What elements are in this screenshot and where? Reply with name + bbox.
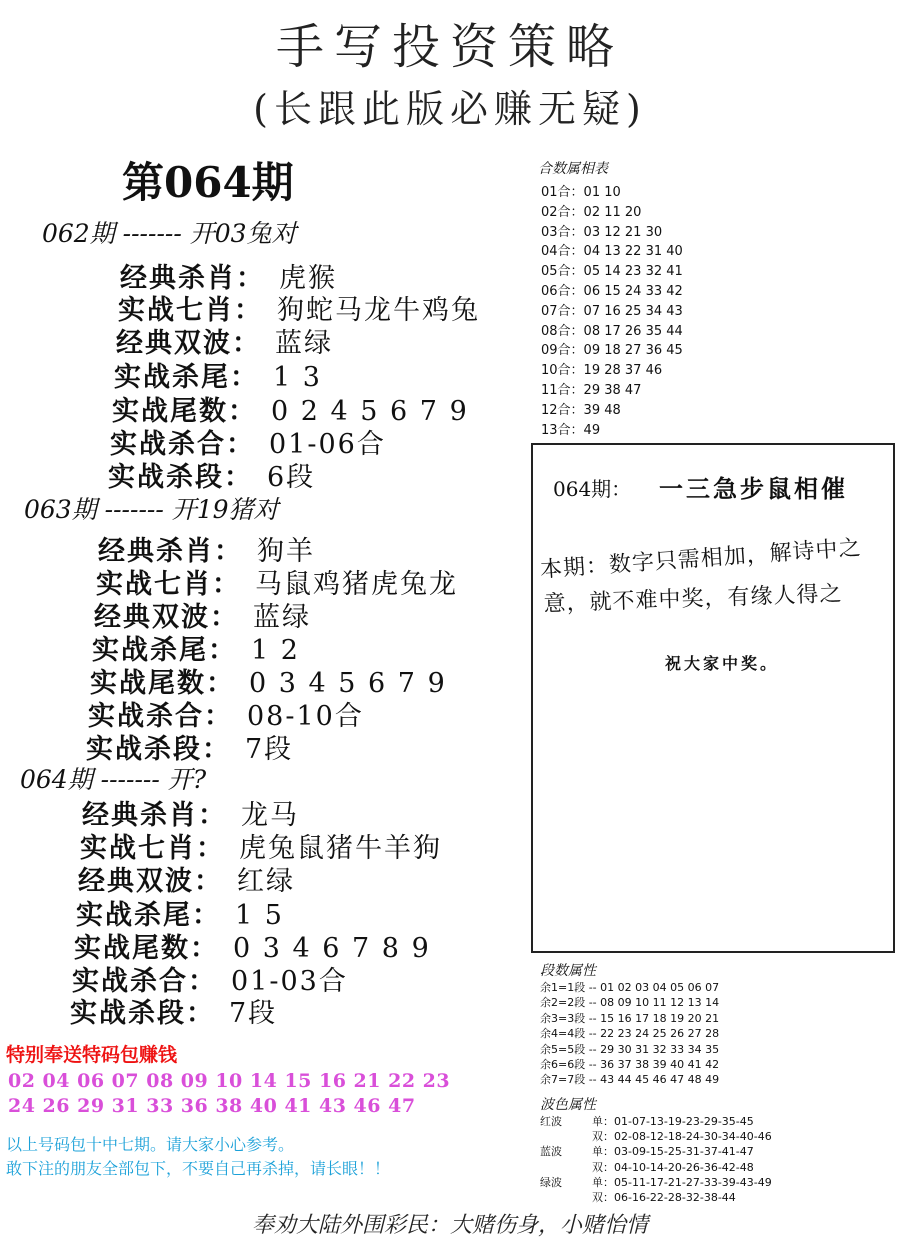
row-label: 实战七肖： <box>118 295 263 326</box>
heshu-row: 04合：04 13 22 31 40 <box>541 244 683 260</box>
row-value: 0 3 4 5 6 7 9 <box>249 668 447 699</box>
bose-row <box>540 1114 772 1129</box>
row-label: 实战杀尾： <box>114 362 259 393</box>
bose-row <box>540 1144 772 1159</box>
row-value: 蓝绿 <box>275 328 333 359</box>
row-label: 实战杀合： <box>72 966 217 997</box>
row-label: 经典双波： <box>94 602 239 633</box>
duanshu-row: 余5=5段 -- 29 30 31 32 33 34 35 <box>540 1042 720 1056</box>
bose-double: 双：02-08-12-18-24-30-34-40-46 <box>592 1130 772 1144</box>
poem-box <box>531 443 895 953</box>
heshu-row: 05合：05 14 23 32 41 <box>541 264 683 280</box>
poem-hint-line2: 意，就不难中奖，有缘人得之 <box>543 581 843 617</box>
duanshu-row: 余7=7段 -- 43 44 45 46 47 48 49 <box>540 1073 720 1087</box>
bose-double: 双：04-10-14-20-26-36-42-48 <box>592 1160 754 1174</box>
heshu-row: 02合：02 11 20 <box>541 204 642 220</box>
row-value: 7段 <box>229 998 278 1029</box>
period-064-header: 064期 ------- 开? <box>20 765 207 794</box>
row-label: 实战尾数： <box>90 668 235 699</box>
row-value: 马鼠鸡猪虎兔龙 <box>255 569 458 600</box>
period-064-row <box>70 991 277 1030</box>
heshu-row: 09合：09 18 27 36 45 <box>541 343 683 359</box>
footer-slogan: 奉劝大陆外围彩民：大赌伤身，小赌怡情 <box>251 1213 648 1238</box>
poem-text: 一三急步鼠相催 <box>659 474 848 503</box>
row-value: 01-03合 <box>231 966 348 997</box>
heshu-row: 06合：06 15 24 33 42 <box>541 283 683 299</box>
row-value: 蓝绿 <box>253 602 311 633</box>
row-label: 实战杀段： <box>108 462 253 493</box>
row-label: 实战杀尾： <box>92 635 237 666</box>
duanshu-row: 余4=4段 -- 22 23 24 25 26 27 28 <box>540 1027 720 1041</box>
page-title: 手写投资策略 <box>275 19 624 75</box>
bose-row <box>540 1175 772 1190</box>
row-label: 经典杀肖： <box>120 263 265 294</box>
poem-issue-label: 064期： <box>553 477 632 501</box>
period-062-row <box>108 455 315 494</box>
special-note-line2: 敢下注的朋友全部包下，不要自己再杀掉，请长眼！！ <box>6 1159 391 1178</box>
row-label: 实战尾数： <box>112 396 257 427</box>
row-value: 狗蛇马龙牛鸡兔 <box>277 295 480 326</box>
duanshu-row: 余6=6段 -- 36 37 38 39 40 41 42 <box>540 1058 720 1072</box>
row-value: 01-06合 <box>269 429 386 460</box>
bose-double: 双：06-16-22-28-32-38-44 <box>592 1191 736 1205</box>
bose-color: 红波 <box>540 1115 562 1128</box>
heshu-title: 合数属相表 <box>538 161 608 177</box>
period-063-header: 063期 ------- 开19猪对 <box>24 495 279 524</box>
row-label: 实战杀合： <box>110 429 255 460</box>
issue-number: 第064期 <box>122 158 294 207</box>
poem-wish: 祝大家中奖。 <box>665 654 780 673</box>
row-label: 实战七肖： <box>80 833 225 864</box>
row-label: 实战杀合： <box>88 701 233 732</box>
row-value: 1 5 <box>235 900 284 931</box>
bose-color: 蓝波 <box>540 1145 562 1159</box>
special-numbers-line1: 02 04 06 07 08 09 10 14 15 16 21 22 23 <box>8 1070 451 1092</box>
row-label: 经典双波： <box>78 866 223 897</box>
row-label: 实战杀段： <box>70 998 215 1029</box>
period-062-header: 062期 ------- 开03兔对 <box>42 219 297 248</box>
special-note-line1: 以上号码包十中七期。请大家小心参考。 <box>6 1135 295 1154</box>
row-value: 0 2 4 5 6 7 9 <box>271 396 469 427</box>
duanshu-title: 段数属性 <box>540 963 596 979</box>
row-value: 0 3 4 6 7 8 9 <box>233 933 431 964</box>
heshu-row: 07合：07 16 25 34 43 <box>541 303 683 319</box>
heshu-row: 03合：03 12 21 30 <box>541 224 663 240</box>
row-value: 08-10合 <box>247 701 364 732</box>
bose-table <box>540 1114 772 1205</box>
heshu-table <box>541 183 683 440</box>
poem-hint-line1: 本期：数字只需相加，解诗中之 <box>539 535 863 583</box>
duanshu-row: 余3=3段 -- 15 16 17 18 19 20 21 <box>540 1011 720 1025</box>
row-label: 实战杀段： <box>86 734 231 765</box>
special-numbers-line2: 24 26 29 31 33 36 38 40 41 43 46 47 <box>8 1095 416 1117</box>
row-label: 实战尾数： <box>74 933 219 964</box>
row-value: 1 2 <box>251 635 300 666</box>
row-label: 实战七肖： <box>96 569 241 600</box>
heshu-row: 11合：29 38 47 <box>541 382 642 398</box>
row-value: 7段 <box>245 734 294 765</box>
bose-row <box>540 1129 772 1144</box>
row-label: 经典杀肖： <box>98 536 243 567</box>
duanshu-table <box>540 980 719 1088</box>
row-value: 6段 <box>267 462 316 493</box>
bose-single: 单：03-09-15-25-31-37-41-47 <box>592 1145 754 1159</box>
bose-row <box>540 1190 772 1205</box>
row-value: 虎猴 <box>279 263 337 294</box>
row-label: 经典杀肖： <box>82 800 227 831</box>
special-title: 特别奉送特码包赚钱 <box>6 1044 178 1066</box>
bose-row <box>540 1160 772 1175</box>
bose-single: 单：05-11-17-21-27-33-39-43-49 <box>592 1175 772 1189</box>
row-value: 龙马 <box>241 800 299 831</box>
row-label: 实战杀尾： <box>76 900 221 931</box>
page-subtitle: (长跟此版必赚无疑) <box>253 87 647 131</box>
duanshu-row: 余1=1段 -- 01 02 03 04 05 06 07 <box>540 981 720 994</box>
duanshu-row: 余2=2段 -- 08 09 10 11 12 13 14 <box>540 996 720 1010</box>
heshu-row: 13合：49 <box>541 422 601 438</box>
row-value: 红绿 <box>237 866 295 897</box>
heshu-row: 08合：08 17 26 35 44 <box>541 323 683 339</box>
bose-title: 波色属性 <box>540 1097 596 1113</box>
row-value: 1 3 <box>273 362 322 393</box>
row-value: 虎兔鼠猪牛羊狗 <box>239 833 442 864</box>
heshu-row: 01合：01 10 <box>541 185 621 200</box>
heshu-row: 10合：19 28 37 46 <box>541 363 663 379</box>
heshu-row: 12合：39 48 <box>541 402 621 418</box>
bose-single: 单：01-07-13-19-23-29-35-45 <box>592 1115 754 1128</box>
bose-color: 绿波 <box>540 1175 562 1189</box>
row-value: 狗羊 <box>257 536 315 567</box>
row-label: 经典双波： <box>116 328 261 359</box>
